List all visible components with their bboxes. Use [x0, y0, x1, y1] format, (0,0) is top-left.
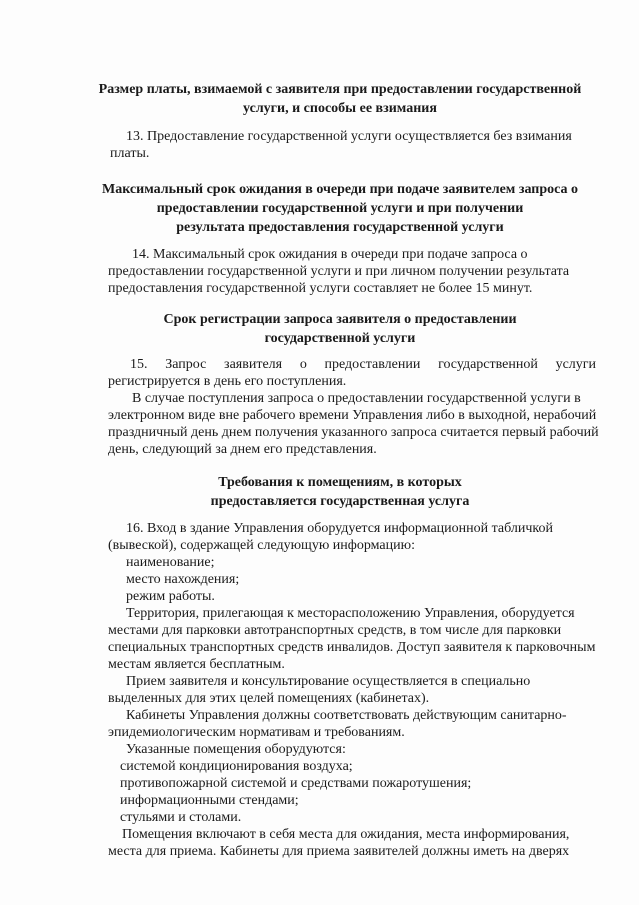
paragraph-text: специальных транспортных средств инвалидов. Доступ заявителя к парковочным [108, 640, 596, 655]
paragraph-16-line-4 [126, 571, 239, 588]
paragraph-15b-line-4 [108, 441, 377, 458]
paragraph-14-line-1 [132, 246, 528, 263]
paragraph-text: места для приема. Кабинеты для приема заявителей должны иметь на дверях [108, 844, 570, 859]
paragraph-text: 16. Вход в здание Управления оборудуется информационной табличкой [126, 521, 554, 536]
paragraph-16-line-20 [108, 843, 569, 860]
heading-line: результата предоставления государственной услуги [176, 220, 504, 235]
section-heading-registration [90, 310, 590, 348]
paragraph-text: предоставления государственной услуги составляет не более 15 минут. [108, 281, 533, 296]
paragraph-16-line-13 [108, 724, 405, 741]
paragraph-text: выделенных для этих целей помещениях (кабинетах). [108, 691, 430, 706]
paragraph-text: платы. [110, 146, 150, 161]
section-heading-fee [90, 80, 590, 118]
paragraph-13-line-2 [110, 145, 149, 162]
paragraph-15b-line-3 [108, 424, 599, 441]
section-heading-queue [90, 180, 590, 237]
paragraph-15b-line-1 [132, 390, 581, 407]
paragraph-text: Кабинеты Управления должны соответствовать действующим санитарно- [126, 708, 567, 723]
heading-line: Срок регистрации запроса заявителя о предоставлении [163, 312, 517, 327]
paragraph-16-line-5 [126, 588, 215, 605]
heading-line: услуги, и способы ее взимания [243, 101, 437, 116]
paragraph-16-line-15 [120, 758, 353, 775]
heading-line: Максимальный срок ожидания в очереди при подаче заявителем запроса о [101, 182, 578, 197]
paragraph-word: о [299, 357, 307, 372]
paragraph-text: наименование; [126, 555, 215, 570]
heading-line: Размер платы, взимаемой с заявителя при предоставлении государственной [98, 82, 582, 97]
paragraph-text: В случае поступления запроса о предоставлении государственной услуги в [132, 391, 581, 406]
paragraph-text: системой кондиционирования воздуха; [120, 759, 353, 774]
paragraph-text: предоставлении государственной услуги и при личном получении результата [108, 264, 570, 279]
paragraph-16-line-17 [120, 792, 299, 809]
paragraph-text: местами для парковки автотранспортных средств, в том числе для парковки [108, 623, 562, 638]
paragraph-text: 13. Предоставление государственной услуги осуществляется без взимания [126, 129, 572, 144]
paragraph-text: стульями и столами. [120, 810, 242, 825]
paragraph-text: (вывеской), содержащей следующую информацию: [108, 538, 415, 553]
paragraph-word: заявителя [224, 357, 283, 372]
paragraph-16-line-10 [126, 673, 530, 690]
paragraph-16-line-7 [108, 622, 561, 639]
paragraph-16-line-8 [108, 639, 595, 656]
paragraph-text: регистрируется в день его поступления. [108, 374, 347, 389]
paragraph-word: 15. [130, 357, 148, 372]
paragraph-text: Указанные помещения оборудуются: [126, 742, 346, 757]
paragraph-text: информационными стендами; [120, 793, 299, 808]
paragraph-text: праздничный день днем получения указанного запроса считается первый рабочий [108, 425, 599, 440]
heading-line: предоставляется государственная услуга [210, 494, 470, 509]
paragraph-16-line-18 [120, 809, 241, 826]
paragraph-word: государственной [438, 357, 538, 372]
paragraph-16-line-2 [108, 537, 415, 554]
paragraph-16-line-11 [108, 690, 429, 707]
paragraph-15b-line-2 [108, 407, 596, 424]
paragraph-16-line-9 [108, 656, 285, 673]
paragraph-15-line-1 [130, 356, 596, 373]
paragraph-word: услуги [555, 357, 596, 372]
paragraph-16-line-16 [120, 775, 471, 792]
paragraph-16-line-14 [126, 741, 346, 758]
paragraph-text: местам является бесплатным. [108, 657, 285, 672]
paragraph-text: режим работы. [126, 589, 215, 604]
paragraph-text: день, следующий за днем его представления. [108, 442, 377, 457]
paragraph-text: место нахождения; [126, 572, 240, 587]
paragraph-text: Территория, прилегающая к месторасположению Управления, оборудуется [126, 606, 575, 621]
paragraph-word: предоставлении [324, 357, 421, 372]
paragraph-text: противопожарной системой и средствами пожаротушения; [120, 776, 472, 791]
paragraph-14-line-3 [108, 280, 532, 297]
paragraph-text: эпидемиологическим нормативам и требованиям. [108, 725, 405, 740]
paragraph-16-line-1 [126, 520, 553, 537]
paragraph-text: Прием заявителя и консультирование осуществляется в специально [126, 674, 531, 689]
section-heading-premises [90, 473, 590, 511]
paragraph-13-line-1 [126, 128, 596, 145]
paragraph-text: Помещения включают в себя места для ожидания, места информирования, [122, 827, 570, 842]
paragraph-15-line-2 [108, 373, 346, 390]
heading-line: Требования к помещениям, в которых [218, 475, 462, 490]
paragraph-word: Запрос [165, 357, 207, 372]
paragraph-16-line-19 [122, 826, 569, 843]
paragraph-16-line-12 [126, 707, 567, 724]
heading-line: предоставлении государственной услуги и при получении [156, 201, 524, 216]
paragraph-16-line-3 [126, 554, 215, 571]
heading-line: государственной услуги [264, 331, 416, 346]
paragraph-text: электронном виде вне рабочего времени Управления либо в выходной, нерабочий [108, 408, 597, 423]
paragraph-16-line-6 [126, 605, 575, 622]
paragraph-text: 14. Максимальный срок ожидания в очереди при подаче запроса о [132, 247, 528, 262]
paragraph-14-line-2 [108, 263, 569, 280]
